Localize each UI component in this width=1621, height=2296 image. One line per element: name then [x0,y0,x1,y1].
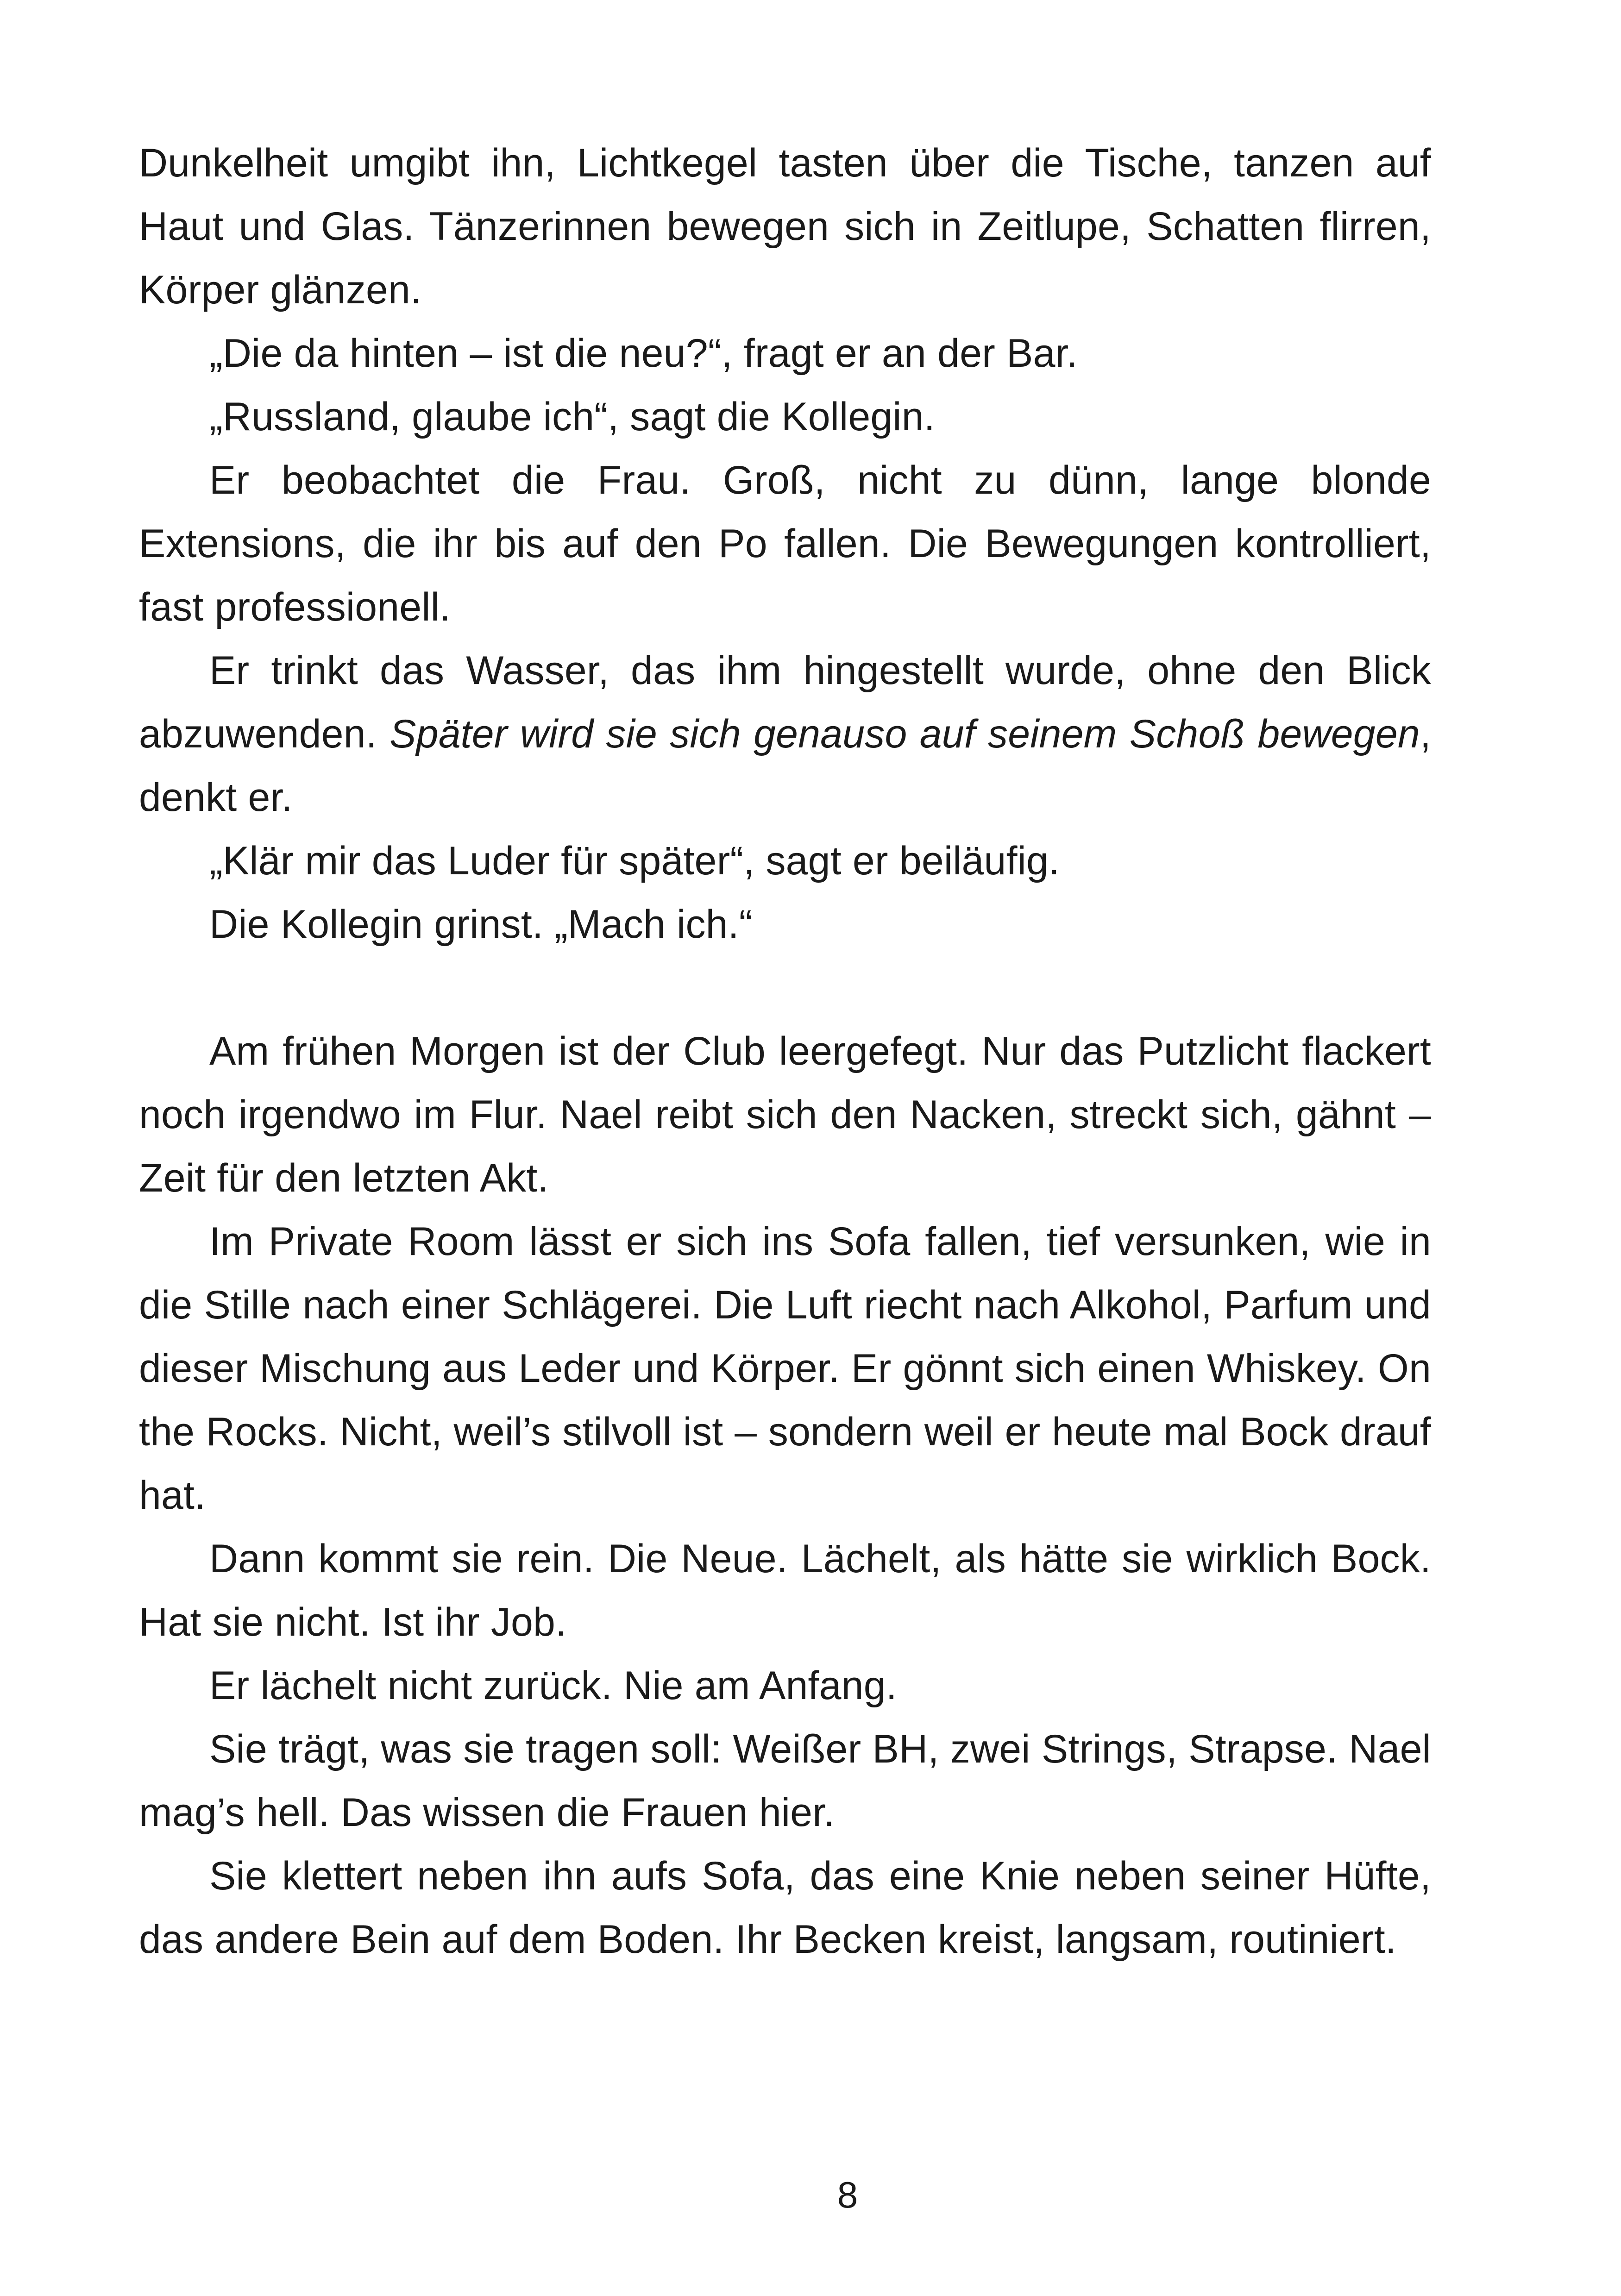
paragraph-text: Er trinkt das Wasser, das ihm hingestellt wurde, ohne den Blick abzuwenden. [139,648,1431,756]
paragraph: Am frühen Morgen ist der Club leergefegt. Nur das Putzlicht flackert noch irgendwo im Flur. Nael reibt sich den Nacken, streckt sich, gähnt – Zeit für den letzten Akt. [139,1029,1431,1200]
paragraph [139,639,1431,829]
paragraph: Dann kommt sie rein. Die Neue. Lächelt, als hätte sie wirklich Bock. Hat sie nicht. Ist ihr Job. [139,1537,1431,1644]
body-text [139,132,1431,1971]
section-break [139,956,1431,1020]
paragraph-text: , denkt er. [139,712,1431,820]
paragraph: „Klär mir das Luder für später“, sagt er beiläufig. [209,839,1060,883]
italic-thought: Später wird sie sich genauso auf seinem Schoß bewegen [390,712,1420,756]
paragraph: Er lächelt nicht zurück. Nie am Anfang. [209,1663,897,1708]
paragraph: Die Kollegin grinst. „Mach ich.“ [209,902,753,947]
paragraph: „Die da hinten – ist die neu?“, fragt er an der Bar. [209,331,1078,376]
page-number: 8 [837,2174,858,2215]
paragraph: Im Private Room lässt er sich ins Sofa fallen, tief versunken, wie in die Stille nach einer Schlägerei. Die Luft riecht nach Alkohol, Parfum und dieser Mischung aus Leder und Körper. Er gönnt sich einen Whiskey. On the Rocks. Nicht, weil’s stilvoll ist – sondern weil er heute mal Bock drauf hat. [139,1219,1431,1518]
paragraph: Sie trägt, was sie tragen soll: Weißer BH, zwei Strings, Strapse. Nael mag’s hell. Das wissen die Frauen hier. [139,1727,1431,1835]
paragraph: Er beobachtet die Frau. Groß, nicht zu dünn, lange blonde Extensions, die ihr bis auf den Po fallen. Die Bewegungen kontrolliert, fast professionell. [139,458,1431,629]
paragraph: Sie klettert neben ihn aufs Sofa, das eine Knie neben seiner Hüfte, das andere Bein auf dem Boden. Ihr Becken kreist, langsam, routiniert. [139,1854,1431,1962]
paragraph: Dunkelheit umgibt ihn, Lichtkegel tasten über die Tische, tanzen auf Haut und Glas. Tänzerinnen bewegen sich in Zeitlupe, Schatten flirren, Körper glänzen. [139,141,1431,312]
paragraph: „Russland, glaube ich“, sagt die Kollegin. [209,395,935,439]
